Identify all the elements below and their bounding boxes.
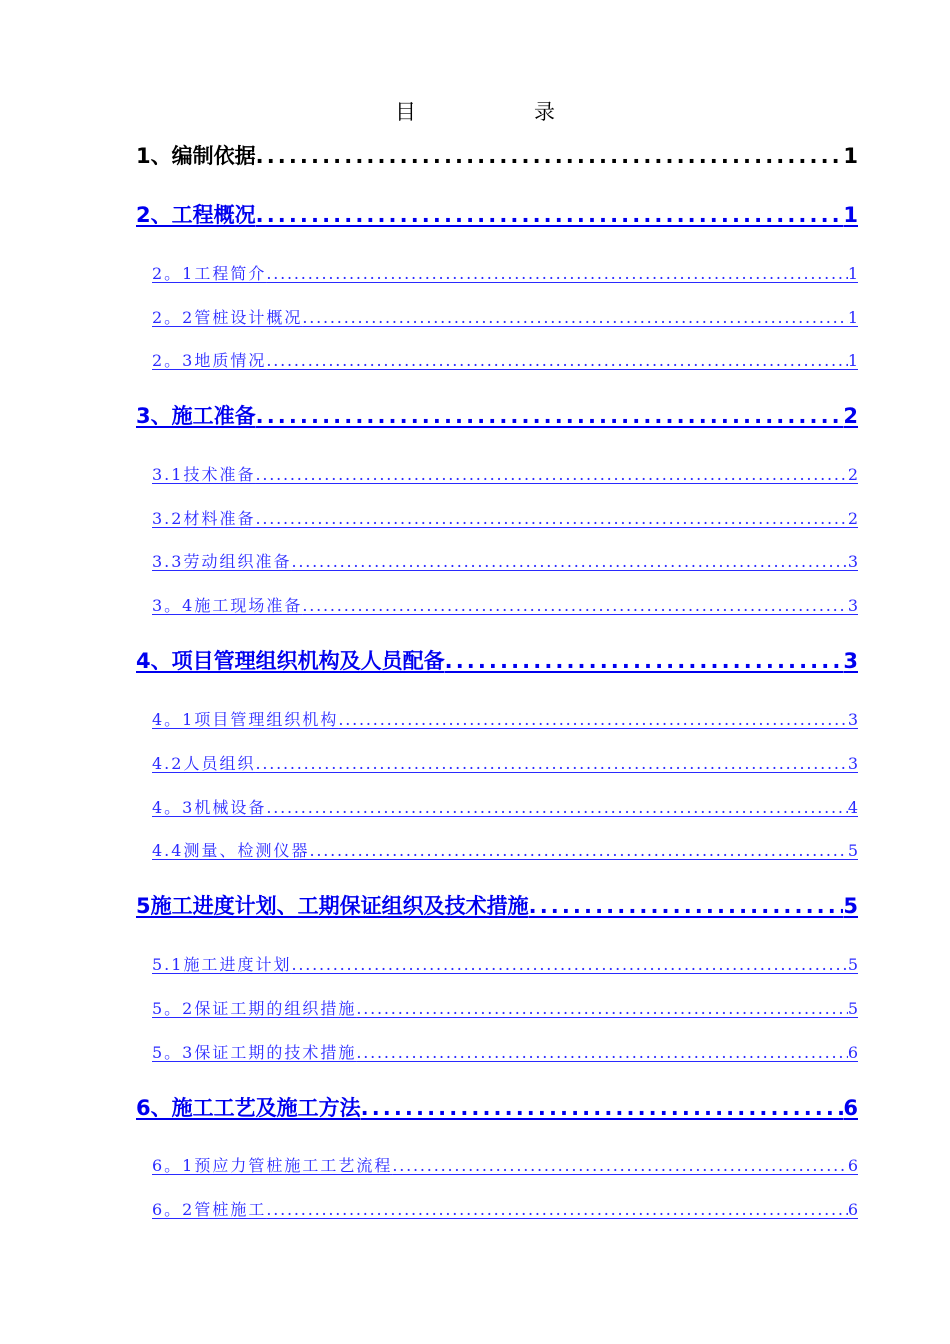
toc-entry-page: 4	[847, 798, 858, 817]
toc-link-5-3[interactable]	[152, 1040, 858, 1063]
toc-link-4-4[interactable]	[152, 838, 858, 861]
toc-link-3-4[interactable]	[152, 593, 858, 616]
toc-entry-page: 5	[843, 894, 858, 918]
toc-entry-page: 2	[847, 465, 858, 484]
toc-entry-label: 6、施工工艺及施工方法	[136, 1096, 361, 1120]
toc-entry-label: 2。2管桩设计概况	[152, 308, 303, 327]
toc-link-4-2[interactable]	[152, 751, 858, 774]
toc-entry-page: 3	[847, 596, 858, 615]
toc-entry-page: 1	[843, 144, 858, 168]
dot-leader	[256, 144, 844, 168]
toc-link-3-3[interactable]	[152, 549, 858, 572]
toc-title-char-2: 录	[534, 100, 555, 124]
toc-entry-label: 3.3劳动组织准备	[152, 552, 292, 571]
toc-entry-label: 3、施工准备	[136, 404, 256, 428]
toc-entry-label: 1、编制依据	[136, 144, 256, 168]
dot-leader	[302, 596, 847, 615]
toc-entry-page: 5	[847, 955, 858, 974]
toc-entry-label: 5。2保证工期的组织措施	[152, 999, 357, 1018]
toc-entry-label: 4、项目管理组织机构及人员配备	[136, 649, 445, 673]
toc-link-4-1[interactable]	[152, 707, 858, 730]
toc-entry-page: 1	[847, 264, 858, 283]
toc-entry-page: 6	[847, 1043, 858, 1062]
toc-entry-label: 5施工进度计划、工期保证组织及技术措施	[136, 894, 529, 918]
dot-leader	[266, 351, 847, 370]
toc-link-4-3[interactable]	[152, 795, 858, 818]
toc-entry-label: 4。1项目管理组织机构	[152, 710, 339, 729]
toc-entry-label: 4.2人员组织	[152, 754, 256, 773]
toc-link-3-1[interactable]	[152, 462, 858, 485]
toc-link-3-2[interactable]	[152, 506, 858, 529]
toc-entry-label: 2、工程概况	[136, 203, 256, 227]
toc-entry-label: 2。3地质情况	[152, 351, 267, 370]
dot-leader	[256, 203, 844, 227]
toc-entry-page: 1	[843, 203, 858, 227]
toc-link-6-2[interactable]	[152, 1197, 858, 1220]
dot-leader	[266, 1200, 847, 1219]
toc-link-6[interactable]	[136, 1092, 858, 1122]
toc-entry-label: 6。1预应力管桩施工工艺流程	[152, 1156, 393, 1175]
toc-link-4[interactable]	[136, 645, 858, 675]
toc-link-2-1[interactable]	[152, 261, 858, 284]
toc-entry-label: 5。3保证工期的技术措施	[152, 1043, 357, 1062]
dot-leader	[445, 649, 844, 673]
toc-entry-page: 3	[847, 710, 858, 729]
toc-entry-page: 3	[843, 649, 858, 673]
dot-leader	[255, 754, 847, 773]
toc-entry-label: 3。4施工现场准备	[152, 596, 303, 615]
dot-leader	[266, 798, 847, 817]
toc-entry-label: 4。3机械设备	[152, 798, 267, 817]
dot-leader	[356, 999, 847, 1018]
dot-leader	[392, 1156, 847, 1175]
dot-leader	[291, 955, 847, 974]
dot-leader	[255, 465, 847, 484]
dot-leader	[266, 264, 847, 283]
toc-link-5-2[interactable]	[152, 996, 858, 1019]
toc-entry-label: 6。2管桩施工	[152, 1200, 267, 1219]
dot-leader	[255, 509, 847, 528]
toc-entry-label: 3.1技术准备	[152, 465, 256, 484]
toc-entry-page: 5	[847, 999, 858, 1018]
toc-entry-page: 3	[847, 552, 858, 571]
dot-leader	[309, 841, 847, 860]
toc-title-char-1: 目	[395, 100, 416, 124]
toc-entry-1	[136, 140, 858, 170]
dot-leader	[302, 308, 847, 327]
dot-leader	[529, 894, 844, 918]
dot-leader	[338, 710, 847, 729]
dot-leader	[361, 1096, 844, 1120]
toc-entry-label: 4.4测量、检测仪器	[152, 841, 310, 860]
toc-entry-label: 3.2材料准备	[152, 509, 256, 528]
toc-entry-page: 6	[843, 1096, 858, 1120]
toc-entry-page: 5	[847, 841, 858, 860]
toc-link-2[interactable]	[136, 199, 858, 229]
toc-entry-page: 2	[843, 404, 858, 428]
toc-entry-label: 5.1施工进度计划	[152, 955, 292, 974]
toc-entry-page: 6	[847, 1200, 858, 1219]
dot-leader	[356, 1043, 847, 1062]
toc-entry-page: 6	[847, 1156, 858, 1175]
toc-entry-page: 1	[847, 308, 858, 327]
toc-entry-page: 3	[847, 754, 858, 773]
toc-link-5[interactable]	[136, 890, 858, 920]
toc-entry-page: 2	[847, 509, 858, 528]
toc-link-2-2[interactable]	[152, 305, 858, 328]
toc-link-3[interactable]	[136, 400, 858, 430]
toc-entry-label: 2。1工程简介	[152, 264, 267, 283]
toc-entry-page: 1	[847, 351, 858, 370]
toc-link-6-1[interactable]	[152, 1153, 858, 1176]
toc-link-2-3[interactable]	[152, 348, 858, 371]
dot-leader	[256, 404, 844, 428]
toc-link-5-1[interactable]	[152, 952, 858, 975]
dot-leader	[291, 552, 847, 571]
